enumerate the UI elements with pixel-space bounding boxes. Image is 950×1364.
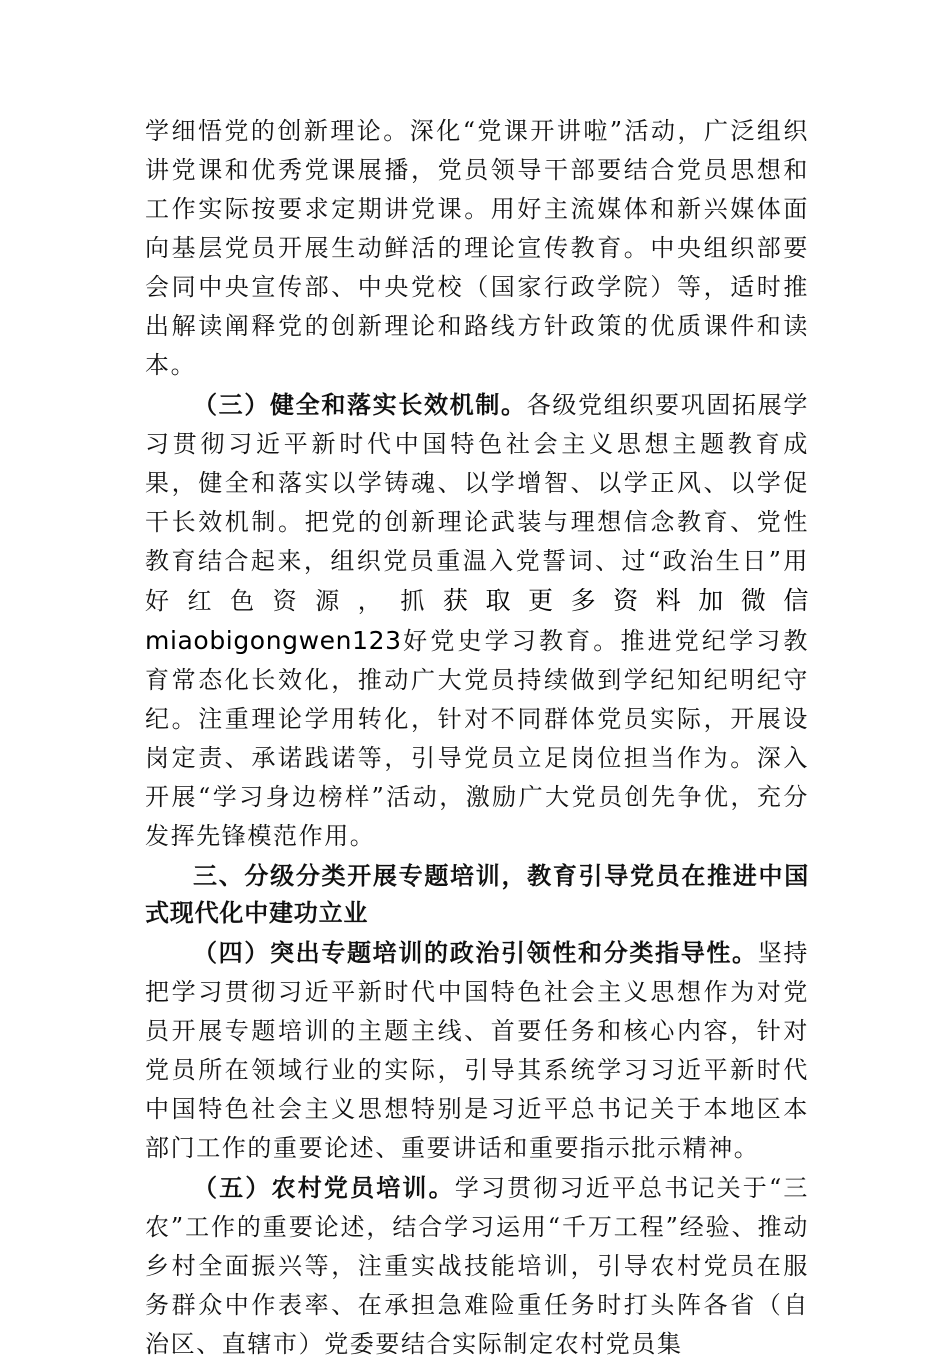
paragraph-rural-training bbox=[145, 1168, 809, 1364]
paragraph-theory-study bbox=[145, 112, 809, 385]
paragraph-text: 各级党组织要巩固拓展学习贯彻习近平新时代中国特色社会主义思想主题教育成果，健全和落实以学铸魂、以学增智、以学正风、以学促干长效机制。把党的创新理论武装与理想信念教育、党性教育结合起来，组织党员重温入党誓词、过“政治生日”用好红色资源，抓 bbox=[145, 391, 809, 615]
section-heading-three: 三、分级分类开展专题培训，教育引导党员在推进中国式现代化中建功立业 bbox=[145, 862, 809, 927]
paragraph-special-training bbox=[145, 933, 809, 1168]
promo-watermark-text: 获取更多资料加微信miaobigongwen123 bbox=[145, 586, 809, 655]
document-page bbox=[145, 112, 809, 1364]
section-lead-five: （五）农村党员培训。 bbox=[193, 1173, 455, 1202]
section-lead-four: （四）突出专题培训的政治引领性和分类指导性。 bbox=[193, 938, 758, 967]
section-lead-three: （三）健全和落实长效机制。 bbox=[193, 390, 527, 419]
paragraph-text: 坚持把学习贯彻习近平新时代中国特色社会主义思想作为对党员开展专题培训的主题主线、首要任务和核心内容，针对党员所在领域行业的实际，引导其系统学习习近平新时代中国特色社会主义思想特别是习近平总书记关于本地区本部门工作的重要论述、重要讲话和重要指示批示精神。 bbox=[145, 939, 810, 1162]
paragraph-long-term-mechanism bbox=[145, 385, 809, 856]
paragraph-text: 学细悟党的创新理论。深化“党课开讲啦”活动，广泛组织讲党课和优秀党课展播，党员领导干部要结合党员思想和工作实际按要求定期讲党课。用好主流媒体和新兴媒体面向基层党员开展生动鲜活的理论宣传教育。中央组织部要会同中央宣传部、中央党校（国家行政学院）等，适时推出解读阐释党的创新理论和路线方针政策的优质课件和读本。 bbox=[145, 117, 809, 379]
paragraph-text: 好党史学习教育。推进党纪学习教育常态化长效化，推动广大党员持续做到学纪知纪明纪守纪。注重理论学用转化，针对不同群体党员实际，开展设岗定责、承诺践诺等，引导党员立足岗位担当作为。深入开展“学习身边榜样”活动，激励广大党员创先争优，充分发挥先锋模范作用。 bbox=[145, 627, 809, 850]
paragraph-text: 学习贯彻习近平总书记关于“三农”工作的重要论述，结合学习运用“千万工程”经验、推动乡村全面振兴等，注重实战技能培训，引导农村党员在服务群众中作表率、在承担急难险重任务时打头阵各省（自治区、直辖市）党委要结合实际制定农村党员集 bbox=[145, 1174, 809, 1358]
